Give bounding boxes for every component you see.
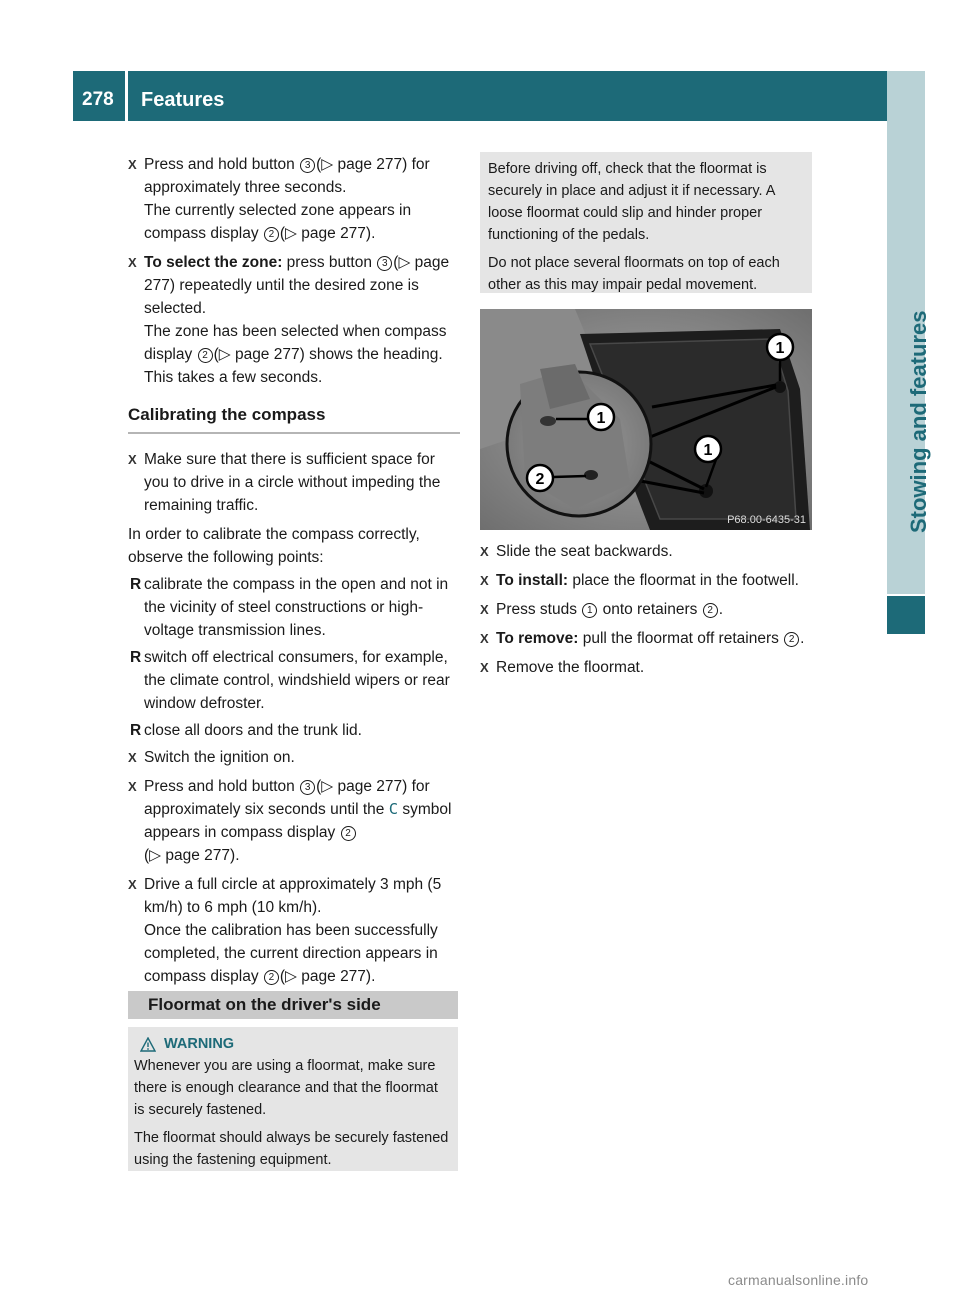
number-3-icon: 3: [300, 780, 315, 795]
step-marker: X: [480, 602, 489, 617]
warning-text: The floormat should always be securely fastened using the fastening equipment.: [134, 1130, 449, 1168]
step-marker: X: [480, 631, 489, 646]
warning-box: [128, 1027, 458, 1171]
svg-text:1: 1: [703, 442, 713, 459]
page-title: Features: [141, 89, 225, 111]
number-3-icon: 3: [300, 158, 315, 173]
number-2-icon: 2: [341, 826, 356, 841]
number-2-icon: 2: [703, 603, 718, 618]
photo-reference-code: P68.00-6435-31: [727, 514, 806, 526]
right-column: [480, 540, 812, 685]
svg-text:1: 1: [596, 410, 606, 427]
left-column: [128, 153, 460, 994]
callout-1-icon: [588, 404, 614, 430]
floormat-photo: [480, 309, 812, 530]
chapter-marker: [887, 596, 925, 634]
bullet-item: R calibrate the compass in the open and not in the vicinity of steel constructions or high-voltage transmission lines.: [128, 573, 460, 642]
number-1-icon: 1: [582, 603, 597, 618]
intro-text: In order to calibrate the compass correctly, observe the following points:: [128, 526, 420, 566]
step-item: X To select the zone: press button 3 (▷ page 277) repeatedly until the desired zone is selected. The zone has been selected when compass display 2 (▷ page 277) shows the heading. This takes a few seconds.: [128, 251, 460, 389]
chapter-title: Stowing and features: [906, 310, 931, 533]
step-marker: X: [128, 750, 137, 765]
step-marker: X: [480, 544, 489, 559]
step-item: X Remove the floormat.: [480, 656, 812, 679]
step-item: X Press and hold button 3 (▷ page 277) for approximately six seconds until the C symbol appears in compass display 2 (▷ page 277).: [128, 775, 460, 867]
bullet-marker: R: [130, 649, 142, 666]
step-item: X Press studs 1 onto retainers 2 .: [480, 598, 812, 621]
number-2-icon: 2: [198, 348, 213, 363]
step-marker: X: [128, 452, 137, 467]
step-item: X To remove: pull the floormat off retainers 2 .: [480, 627, 812, 650]
warning-text: Whenever you are using a floormat, make sure there is enough clearance and that the floormat is securely fastened.: [134, 1058, 438, 1118]
bullet-marker: R: [130, 576, 142, 593]
step-item: X Switch the ignition on.: [128, 746, 460, 769]
step-item: X Press and hold button 3 (▷ page 277) for approximately three seconds. The currently selected zone appears in compass display 2 (▷ page 277).: [128, 153, 460, 245]
svg-text:2: 2: [535, 471, 545, 488]
chapter-side-tab: [887, 71, 931, 594]
bullet-item: R switch off electrical consumers, for example, the climate control, windshield wipers or rear window defroster.: [128, 646, 460, 715]
floormat-illustration: [480, 309, 812, 530]
step-item: X Slide the seat backwards.: [480, 540, 812, 563]
step-item: X Drive a full circle at approximately 3 mph (5 km/h) to 6 mph (10 km/h). Once the calibration has been successfully completed, the current direction appears in compass display 2 (▷ page 277).: [128, 873, 460, 988]
step-item: X To install: place the floormat in the footwell.: [480, 569, 812, 592]
callout-1-icon: [767, 334, 793, 360]
number-2-icon: 2: [784, 632, 799, 647]
number-2-icon: 2: [264, 227, 279, 242]
step-marker: X: [480, 660, 489, 675]
page-number-box: [73, 71, 128, 121]
step-item: X Make sure that there is sufficient space for you to drive in a circle without impeding the remaining traffic.: [128, 448, 460, 517]
compass-calibration-symbol: C: [388, 800, 399, 818]
number-3-icon: 3: [377, 256, 392, 271]
step-marker: X: [128, 877, 137, 892]
svg-text:1: 1: [775, 340, 785, 357]
section-heading-calibrating: Calibrating the compass: [128, 403, 460, 434]
page-header: [73, 71, 887, 121]
step-marker: X: [128, 157, 137, 172]
floormat-section-heading: Floormat on the driver's side: [128, 991, 458, 1019]
bullet-marker: R: [130, 722, 142, 739]
step-marker: X: [128, 255, 137, 270]
step-marker: X: [128, 779, 137, 794]
callout-1-icon: [695, 436, 721, 462]
warning-triangle-icon: [140, 1037, 156, 1052]
footer-watermark: carmanualsonline.info: [728, 1272, 869, 1288]
page-number: 278: [82, 89, 114, 110]
number-2-icon: 2: [264, 970, 279, 985]
step-marker: X: [480, 573, 489, 588]
bullet-item: R close all doors and the trunk lid.: [128, 719, 460, 742]
note-text: Before driving off, check that the floormat is securely in place and adjust it if necessary. A loose floormat could slip and hinder proper functioning of the pedals.: [488, 161, 775, 243]
warning-title: WARNING: [134, 1033, 452, 1055]
note-text: Do not place several floormats on top of each other as this may impair pedal movement.: [488, 255, 780, 293]
callout-2-icon: [527, 465, 553, 491]
note-box: [480, 152, 812, 293]
